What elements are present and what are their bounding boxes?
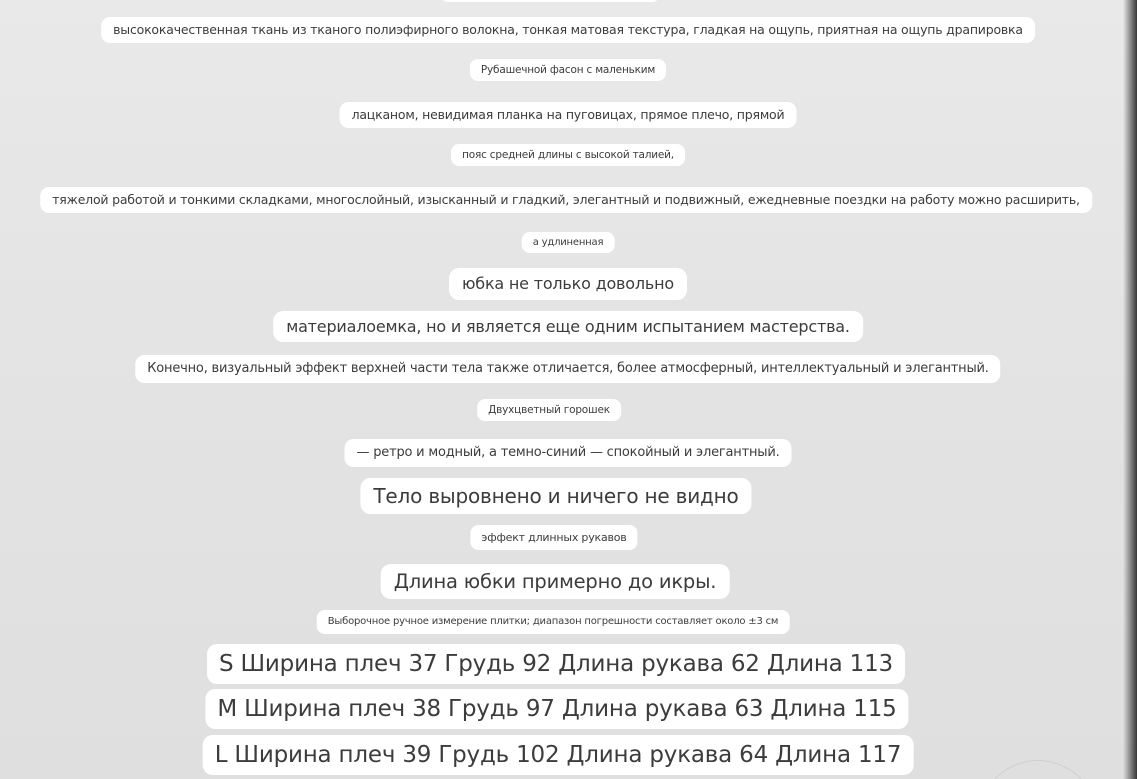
caption-polka: Двухцветный горошек	[477, 399, 621, 421]
caption-measurement: Выборочное ручное измерение плитки; диапазон погрешности составляет около ±3 см	[317, 610, 790, 634]
right-edge-shadow	[1123, 0, 1137, 779]
caption-visual: Конечно, визуальный эффект верхней части тела также отличается, более атмосферный, интеллектуальный и элегантный.	[135, 355, 1000, 383]
caption-lapel: лацканом, невидимая планка на пуговицах, прямое плечо, прямой	[340, 102, 797, 128]
size-row-l: L Ширина плеч 39 Грудь 102 Длина рукава 64 Длина 117	[203, 735, 914, 775]
caption-belt: пояс средней длины с высокой талией,	[451, 144, 685, 166]
caption-material: материалоемка, но и является еще одним испытанием мастерства.	[273, 311, 863, 342]
caption-elongated: а удлиненная	[522, 232, 615, 253]
caption-body: Тело выровнено и ничего не видно	[360, 478, 751, 514]
caption-skirt: юбка не только довольно	[449, 268, 687, 300]
cropped-caption-pill	[440, 0, 660, 2]
size-row-s: S Ширина плеч 37 Грудь 92 Длина рукава 62 Длина 113	[207, 644, 905, 684]
caption-style: Рубашечной фасон с маленьким	[470, 59, 666, 81]
decorative-arc	[978, 760, 1098, 779]
caption-fabric: высококачественная ткань из тканого полиэфирного волокна, тонкая матовая текстура, гладкая на ощупь, приятная на ощупь драпировка	[101, 17, 1035, 43]
caption-length: Длина юбки примерно до икры.	[381, 564, 730, 599]
caption-craft: тяжелой работой и тонкими складками, многослойный, изысканный и гладкий, элегантный и подвижный, ежедневные поездки на работу можно расширить,	[40, 187, 1092, 213]
size-row-m: M Ширина плеч 38 Грудь 97 Длина рукава 63 Длина 115	[205, 689, 908, 729]
caption-sleeves: эффект длинных рукавов	[470, 525, 637, 550]
caption-retro: — ретро и модный, а темно-синий — спокойный и элегантный.	[344, 439, 791, 467]
